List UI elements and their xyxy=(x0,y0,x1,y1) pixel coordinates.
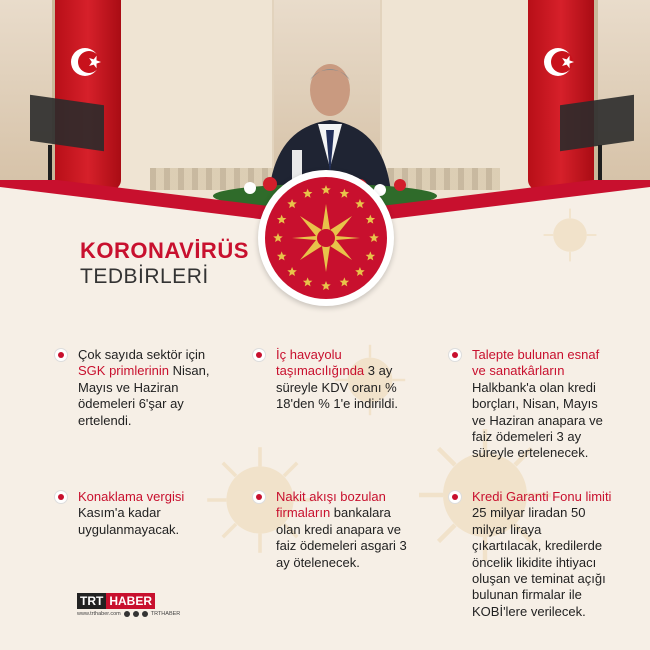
website-link: www.trthaber.com xyxy=(77,611,121,617)
logo-trt: TRT xyxy=(77,593,106,609)
crescent-star-icon xyxy=(540,40,584,84)
measure-highlight: İç havayolu taşımacılığında xyxy=(276,347,365,379)
measure-text: Halkbank'a olan kredi borçları, Nisan, Mayıs ve Haziran anapara ve faiz ödemeleri 3 ay süreyle ertelenecek. xyxy=(472,379,603,461)
footer-social xyxy=(77,611,180,617)
presidential-seal xyxy=(258,170,394,306)
bullet-icon xyxy=(448,490,462,504)
measure-text: 25 milyar liradan 50 milyar liraya çıkartılacak, kredilerde öncelik likidite ihtiyacı oluşan ve teminat açığı bulunan firmalar ile KOBİ'lere verilecek. xyxy=(472,505,606,619)
crescent-star-icon xyxy=(67,40,111,84)
page-title: KORONAVİRÜS xyxy=(80,238,249,263)
measure-item xyxy=(276,489,411,571)
social-handle: TRTHABER xyxy=(150,611,181,617)
bullet-icon xyxy=(252,490,266,504)
turkish-flag-right xyxy=(528,0,594,190)
measure-highlight: Nakit akışı bozulan firmaların xyxy=(276,489,386,521)
teleprompter-right xyxy=(560,95,634,151)
measure-item xyxy=(78,489,218,538)
turkish-flag-left xyxy=(55,0,121,190)
presidential-seal-icon xyxy=(258,170,394,306)
trt-haber-logo xyxy=(77,593,155,609)
measure-text: Kasım'a kadar uygulanmayacak. xyxy=(78,505,180,537)
measure-item xyxy=(276,347,411,413)
measure-text: 3 ay süreyle KDV oranı % 18'den % 1'e indirildi. xyxy=(276,363,399,412)
measure-highlight: Talepte bulunan esnaf ve sanatkârların xyxy=(472,347,600,379)
measure-text: bankalara olan kredi anapara ve faiz ödemeleri asgari 3 ay ötelenecek. xyxy=(276,505,407,570)
teleprompter-left xyxy=(30,95,104,151)
bullet-icon xyxy=(448,348,462,362)
measure-item xyxy=(78,347,218,429)
measure-highlight: SGK primlerinin xyxy=(78,363,170,379)
instagram-icon xyxy=(133,611,139,617)
measure-text: Çok sayıda sektör için xyxy=(78,347,206,362)
facebook-icon xyxy=(124,611,130,617)
measure-item xyxy=(472,489,614,620)
logo-haber: HABER xyxy=(106,593,155,609)
bullet-icon xyxy=(252,348,266,362)
measure-text: Nisan, Mayıs ve Haziran ödemeleri 6'şar ay ertelendi. xyxy=(78,363,210,428)
measure-highlight: Kredi Garanti Fonu limiti xyxy=(472,489,612,504)
virus-icon xyxy=(540,205,600,265)
bullet-icon xyxy=(54,348,68,362)
bullet-icon xyxy=(54,490,68,504)
twitter-icon xyxy=(142,611,148,617)
measure-highlight: Konaklama vergisi xyxy=(78,489,185,504)
measure-item xyxy=(472,347,612,462)
page-subtitle: TEDBİRLERİ xyxy=(80,265,209,288)
